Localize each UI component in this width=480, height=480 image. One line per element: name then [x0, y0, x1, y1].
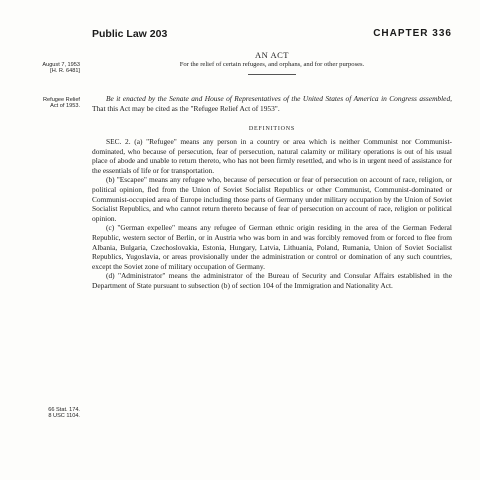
short-title-line2: Act of 1953. [50, 103, 80, 110]
margin-note-citation [16, 407, 80, 420]
title-divider [248, 74, 296, 75]
enacting-clause-text: That this Act may be cited as the "Refugee Relief Act of 1953". [92, 103, 280, 113]
bill-number: [H. R. 6481] [50, 68, 80, 75]
section-body [92, 137, 452, 291]
statute-citation: 66 Stat. 174. [48, 407, 80, 413]
paragraph-administrator: (d) "Administrator" means the administrator of the Bureau of Security and Consular Affairs established in the Department of State pursuant to subsection (b) of section 104 of the Immigration and Nationality Act. [92, 271, 452, 290]
paragraph-refugee: SEC. 2. (a) "Refugee" means any person in a country or area which is neither Communist nor Communist-dominated, who because of persecution, fear of persecution, natural calamity or military operations is out of his usual place of abode and unable to return thereto, who has not been firmly resettled, and who is in urgent need of assistance for the essentials of life or for transportation. [92, 137, 452, 175]
enacting-clause-italic: Be it enacted by the Senate and House of Representatives of the United States of America in Congress assembled, [106, 94, 452, 103]
margin-note-short-title [16, 97, 80, 110]
paragraph-escapee: (b) "Escapee" means any refugee who, because of persecution or fear of persecution on account of race, religion, or political opinion, fled from the Union of Soviet Socialist Republics or other Communist, Communist-dominated or Communist-occupied area of Europe including those parts of Germany under military occupation by the Union of Soviet Socialist Republics, and who cannot return thereto because of fear of persecution on account of race, religion or political opinion. [92, 175, 452, 223]
enacting-clause [92, 94, 452, 113]
enactment-date: August 7, 1953 [42, 62, 80, 68]
act-title: AN ACT [255, 50, 289, 60]
usc-citation: 8 USC 1104. [48, 413, 80, 420]
paragraph-german-expellee: (c) "German expellee" means any refugee of German ethnic origin residing in the area of the German Federal Republic, western sector of Berlin, or in Austria who was born in and was forcibly removed from or forced to flee from Albania, Bulgaria, Czechoslovakia, Estonia, Hungary, Latvia, Lithuania, Poland, Rumania, Union of Soviet Socialist Republics, Yugoslavia, or areas provisionally under the administration or control or domination of any such countries, except the Soviet zone of military occupation of Germany. [92, 223, 452, 271]
bleed-through-text [238, 12, 438, 18]
act-subtitle: For the relief of certain refugees, and orphans, and for other purposes. [179, 61, 365, 68]
chapter-number: CHAPTER 336 [373, 28, 452, 39]
public-law-number: Public Law 203 [92, 28, 168, 40]
section-heading: DEFINITIONS [248, 126, 296, 132]
short-title-line1: Refugee Relief [42, 97, 80, 103]
margin-note-date [16, 62, 80, 75]
